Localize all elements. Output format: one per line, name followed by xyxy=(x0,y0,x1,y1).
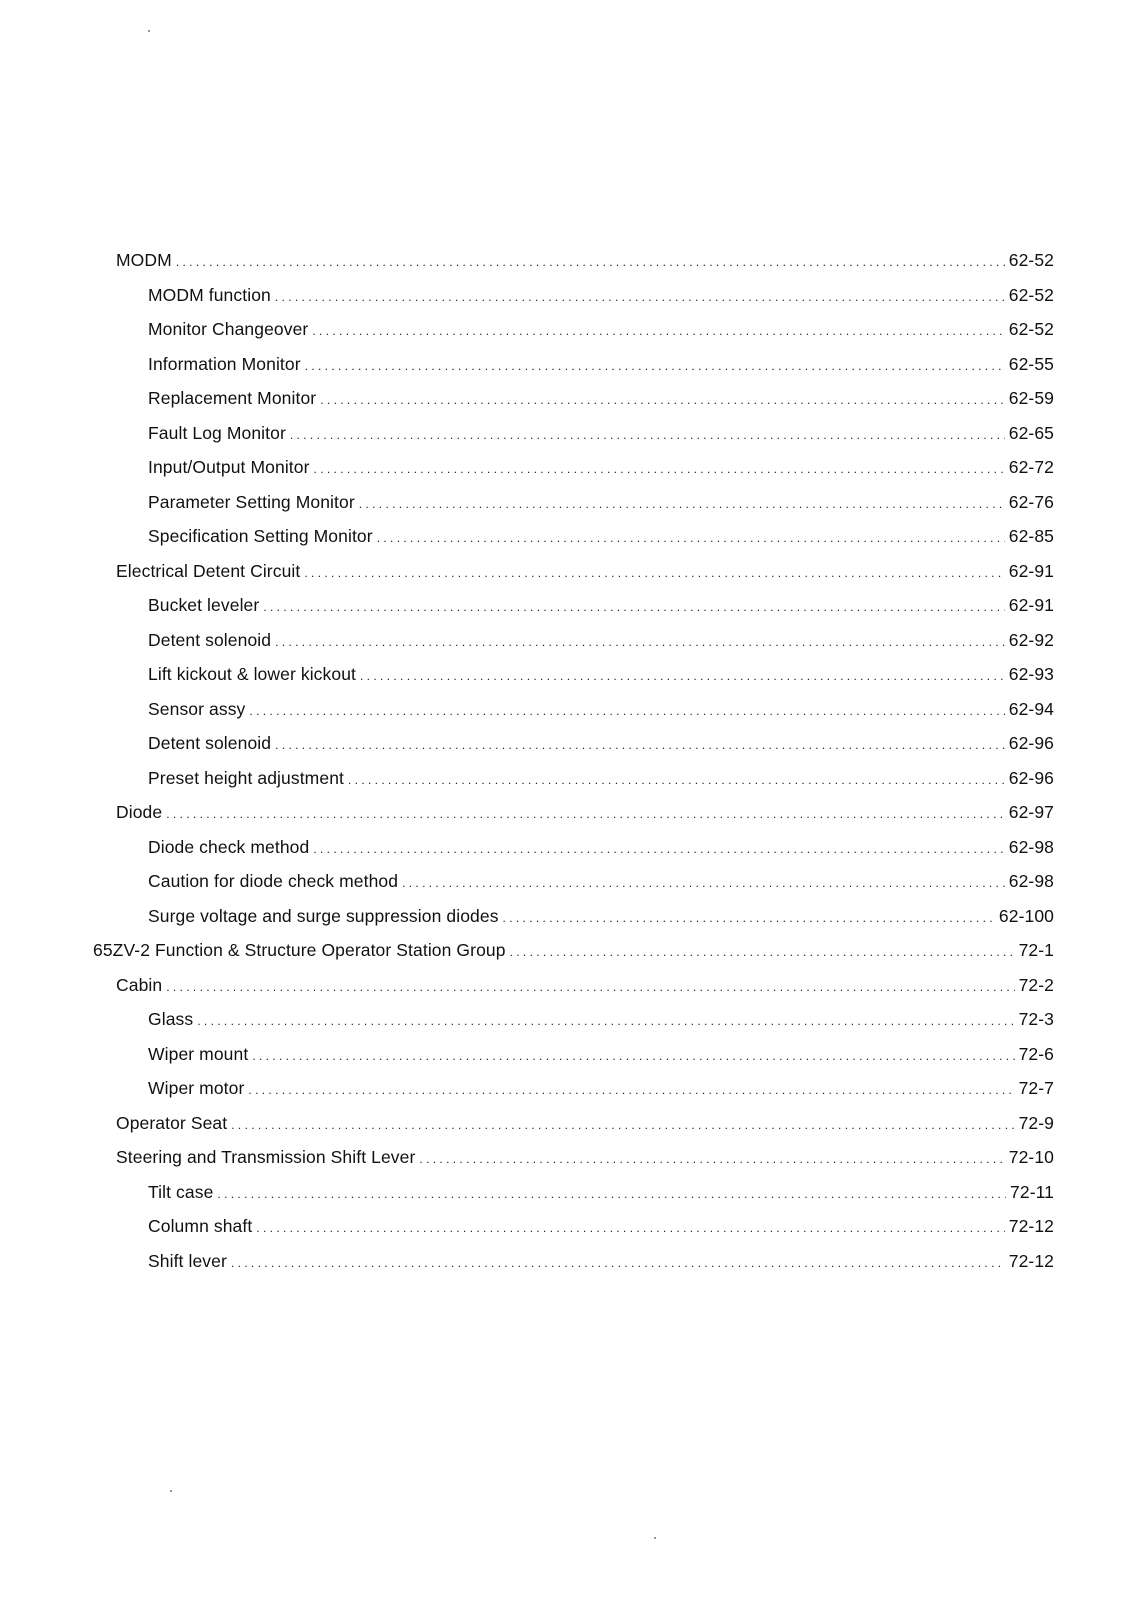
toc-entry-title: Information Monitor xyxy=(148,353,301,374)
toc-dot-leader xyxy=(248,1083,1014,1097)
toc-entry-title: Monitor Changeover xyxy=(148,319,309,339)
toc-dot-leader xyxy=(360,669,1005,683)
toc-dot-leader xyxy=(314,462,1005,476)
toc-entry-title: Diode xyxy=(116,802,163,822)
toc-entry-title: Column shaft xyxy=(148,1216,253,1236)
toc-entry[interactable] xyxy=(0,1216,1131,1251)
toc-entry[interactable] xyxy=(0,1078,1131,1113)
toc-entry[interactable] xyxy=(0,699,1131,734)
toc-entry-page: 72-3 xyxy=(1018,1009,1054,1029)
toc-dot-leader xyxy=(231,1256,1005,1270)
toc-entry-page: 62-65 xyxy=(1008,422,1054,443)
toc-entry-title: Specification Setting Monitor xyxy=(148,526,373,546)
scan-speck xyxy=(148,30,150,32)
toc-dot-leader xyxy=(166,807,1005,821)
toc-entry-page: 62-96 xyxy=(1008,733,1054,753)
toc-entry-title: Parameter Setting Monitor xyxy=(148,491,355,512)
toc-entry-title: Replacement Monitor xyxy=(148,388,317,408)
toc-entry[interactable] xyxy=(0,457,1131,492)
toc-entry-page: 72-1 xyxy=(1018,940,1054,960)
toc-entry[interactable] xyxy=(0,423,1131,458)
toc-entry-title: Input/Output Monitor xyxy=(148,457,310,477)
toc-entry-page: 72-2 xyxy=(1018,974,1054,995)
toc-dot-leader xyxy=(231,1118,1014,1132)
toc-entry[interactable] xyxy=(0,526,1131,561)
toc-dot-leader xyxy=(419,1152,1004,1166)
toc-entry-title: Diode check method xyxy=(148,836,310,857)
toc-dot-leader xyxy=(176,255,1005,269)
toc-entry-title: Preset height adjustment xyxy=(148,767,344,788)
toc-entry-title: Bucket leveler xyxy=(148,595,260,615)
toc-entry-page: 62-55 xyxy=(1008,353,1054,374)
toc-entry[interactable] xyxy=(0,1044,1131,1079)
toc-entry-page: 62-91 xyxy=(1008,560,1054,581)
toc-dot-leader xyxy=(217,1187,1006,1201)
toc-entry-title: Tilt case xyxy=(148,1181,214,1202)
toc-entry-page: 62-100 xyxy=(998,905,1054,926)
toc-dot-leader xyxy=(166,980,1014,994)
toc-entry-page: 72-11 xyxy=(1010,1181,1054,1202)
table-of-contents xyxy=(0,250,1131,1285)
toc-entry[interactable] xyxy=(0,1113,1131,1148)
toc-entry-title: Sensor assy xyxy=(148,698,246,719)
toc-entry-page: 62-59 xyxy=(1008,388,1054,408)
toc-entry[interactable] xyxy=(0,561,1131,596)
toc-dot-leader xyxy=(348,773,1005,787)
toc-entry-title: Shift lever xyxy=(148,1250,227,1271)
toc-entry-title: Operator Seat xyxy=(116,1112,228,1133)
toc-entry-page: 62-93 xyxy=(1008,664,1054,684)
toc-entry-title: Surge voltage and surge suppression diodes xyxy=(148,905,499,926)
toc-entry-page: 62-52 xyxy=(1008,250,1054,270)
toc-entry[interactable] xyxy=(0,1147,1131,1182)
toc-entry-title: Steering and Transmission Shift Lever xyxy=(116,1147,416,1167)
toc-entry[interactable] xyxy=(0,802,1131,837)
toc-entry-page: 62-52 xyxy=(1008,284,1054,305)
toc-entry-page: 72-10 xyxy=(1008,1147,1054,1167)
toc-dot-leader xyxy=(402,876,1005,890)
toc-entry[interactable] xyxy=(0,837,1131,872)
toc-entry-page: 62-76 xyxy=(1008,491,1054,512)
toc-entry-page: 62-94 xyxy=(1008,698,1054,719)
toc-entry-page: 72-7 xyxy=(1018,1078,1054,1098)
toc-entry[interactable] xyxy=(0,906,1131,941)
toc-entry[interactable] xyxy=(0,630,1131,665)
toc-entry-title: MODM function xyxy=(148,284,271,305)
toc-entry-title: Lift kickout & lower kickout xyxy=(148,664,357,684)
toc-entry[interactable] xyxy=(0,940,1131,975)
toc-dot-leader xyxy=(290,428,1005,442)
toc-entry[interactable] xyxy=(0,319,1131,354)
toc-entry[interactable] xyxy=(0,388,1131,423)
toc-dot-leader xyxy=(252,1049,1014,1063)
toc-entry-page: 72-12 xyxy=(1008,1250,1054,1271)
toc-dot-leader xyxy=(249,704,1004,718)
toc-dot-leader xyxy=(275,635,1005,649)
scan-speck xyxy=(170,1490,172,1492)
toc-dot-leader xyxy=(313,842,1004,856)
toc-entry-title: MODM xyxy=(116,250,172,270)
toc-dot-leader xyxy=(275,738,1005,752)
toc-entry-page: 62-98 xyxy=(1008,836,1054,857)
toc-entry[interactable] xyxy=(0,733,1131,768)
scan-speck xyxy=(654,1537,656,1539)
toc-entry-page: 72-9 xyxy=(1018,1112,1054,1133)
toc-entry-page: 62-85 xyxy=(1008,526,1054,546)
toc-entry-title: Wiper mount xyxy=(148,1043,249,1064)
toc-entry-title: Fault Log Monitor xyxy=(148,422,286,443)
toc-entry-title: Glass xyxy=(148,1009,194,1029)
toc-dot-leader xyxy=(312,324,1004,338)
toc-entry-page: 72-12 xyxy=(1008,1216,1054,1236)
toc-entry[interactable] xyxy=(0,664,1131,699)
toc-entry[interactable] xyxy=(0,768,1131,803)
toc-dot-leader xyxy=(510,945,1015,959)
toc-dot-leader xyxy=(256,1221,1004,1235)
toc-entry[interactable] xyxy=(0,871,1131,906)
toc-entry[interactable] xyxy=(0,1009,1131,1044)
toc-entry-title: Caution for diode check method xyxy=(148,871,399,891)
toc-dot-leader xyxy=(503,911,995,925)
toc-dot-leader xyxy=(377,531,1005,545)
toc-entry[interactable] xyxy=(0,1251,1131,1286)
toc-entry-page: 62-92 xyxy=(1008,629,1054,650)
toc-entry-title: 65ZV-2 Function & Structure Operator Station Group xyxy=(93,940,506,960)
toc-entry-page: 62-52 xyxy=(1008,319,1054,339)
toc-dot-leader xyxy=(197,1014,1014,1028)
toc-entry-title: Electrical Detent Circuit xyxy=(116,560,301,581)
toc-dot-leader xyxy=(304,566,1004,580)
toc-dot-leader xyxy=(320,393,1005,407)
toc-entry-page: 62-97 xyxy=(1008,802,1054,822)
toc-entry[interactable] xyxy=(0,595,1131,630)
toc-entry-page: 62-96 xyxy=(1008,767,1054,788)
toc-entry-page: 72-6 xyxy=(1018,1043,1054,1064)
toc-entry[interactable] xyxy=(0,285,1131,320)
toc-entry-title: Cabin xyxy=(116,974,163,995)
toc-entry-page: 62-72 xyxy=(1008,457,1054,477)
toc-entry[interactable] xyxy=(0,1182,1131,1217)
toc-entry[interactable] xyxy=(0,975,1131,1010)
toc-entry-title: Detent solenoid xyxy=(148,629,272,650)
toc-entry-title: Detent solenoid xyxy=(148,733,272,753)
toc-dot-leader xyxy=(305,359,1005,373)
toc-entry[interactable] xyxy=(0,354,1131,389)
toc-entry-title: Wiper motor xyxy=(148,1078,245,1098)
toc-dot-leader xyxy=(263,600,1004,614)
toc-entry-page: 62-91 xyxy=(1008,595,1054,615)
toc-entry-page: 62-98 xyxy=(1008,871,1054,891)
toc-entry[interactable] xyxy=(0,492,1131,527)
toc-dot-leader xyxy=(359,497,1005,511)
toc-dot-leader xyxy=(275,290,1005,304)
toc-entry[interactable] xyxy=(0,250,1131,285)
